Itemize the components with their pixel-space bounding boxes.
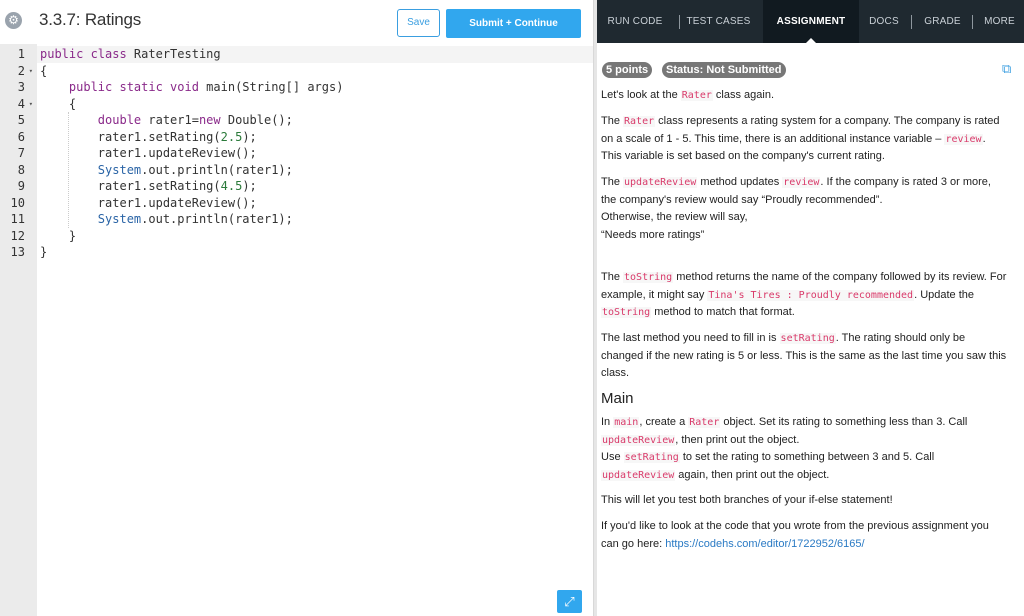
tab-run-code[interactable]: RUN CODE bbox=[607, 16, 663, 27]
inline-code: Tina's Tires : Proudly recommended bbox=[708, 289, 914, 301]
paragraph-update-review: The updateReview method updates review. If the company is rated 3 or more, the company's review would say “Proudly recommended”. Otherwise, the review will say, “Needs more ratings” bbox=[601, 176, 991, 241]
inline-code: review bbox=[783, 177, 820, 188]
line-number-text: 13 bbox=[10, 245, 25, 259]
tab-more[interactable]: MORE bbox=[984, 16, 1015, 27]
paragraph-set-rating: The last method you need to fill in is setRating. The rating should only be changed if the new rating is 5 or less. This is the same as the last time you saw this class. bbox=[601, 332, 1007, 379]
assignment-pane bbox=[597, 0, 1024, 616]
line-number-text: 4 bbox=[17, 96, 25, 111]
line-number bbox=[0, 46, 37, 63]
inline-code: Rater bbox=[624, 116, 655, 127]
inline-code: main bbox=[614, 417, 639, 428]
code-line: { bbox=[40, 63, 48, 78]
editor-header bbox=[0, 0, 593, 44]
inline-code: toString bbox=[624, 272, 673, 283]
line-number-text: 12 bbox=[10, 228, 25, 243]
line-number bbox=[0, 112, 37, 129]
tab-bar bbox=[597, 0, 1024, 43]
line-number-text: 11 bbox=[10, 212, 25, 226]
code-line: rater1.setRating(2.5); bbox=[40, 129, 257, 144]
line-number bbox=[0, 129, 37, 146]
main-heading: Main bbox=[601, 390, 634, 407]
gear-icon[interactable]: ⚙ bbox=[5, 12, 22, 29]
inline-code: Rater bbox=[689, 417, 720, 428]
paragraph-rater-class: The Rater class represents a rating system for a company. The company is rated on a scale of 1 - 5. This time, there is an additional instance variable – review. This variable is set based on the company's current rating. bbox=[601, 115, 1000, 162]
line-number-text: 3 bbox=[17, 80, 25, 94]
submit-continue-button[interactable]: Submit + Continue bbox=[446, 9, 581, 38]
line-number bbox=[0, 211, 37, 228]
line-number-text: 1 bbox=[17, 47, 25, 61]
save-button[interactable]: Save bbox=[397, 9, 440, 37]
points-badge: 5 points bbox=[602, 62, 652, 78]
indent-guide bbox=[68, 112, 69, 228]
inline-code: setRating bbox=[624, 452, 679, 463]
code-line: public class RaterTesting bbox=[40, 47, 221, 61]
code-line: } bbox=[40, 245, 48, 259]
code-line: public static void main(String[] args) bbox=[40, 80, 344, 94]
line-number bbox=[0, 63, 37, 80]
code-line: rater1.setRating(4.5); bbox=[40, 179, 257, 193]
paragraph-main-instructions: In main, create a Rater object. Set its rating to something less than 3. Call updateReview, then print out the object. Use setRating to set the rating to something between 3 and 5. Call updateReview again, then print out the object. bbox=[601, 416, 968, 481]
code-line: rater1.updateReview(); bbox=[40, 146, 257, 160]
previous-assignment-link[interactable]: https://codehs.com/editor/1722952/6165/ bbox=[665, 537, 865, 550]
inline-code: review bbox=[945, 133, 982, 145]
tab-docs[interactable]: DOCS bbox=[869, 16, 899, 27]
page-title: 3.3.7: Ratings bbox=[39, 10, 142, 29]
line-number bbox=[0, 145, 37, 162]
fold-toggle-icon[interactable]: ▾ bbox=[28, 66, 33, 75]
inline-code: updateReview bbox=[602, 434, 675, 446]
line-number-text: 9 bbox=[17, 179, 25, 193]
line-number bbox=[0, 79, 37, 96]
line-number bbox=[0, 195, 37, 212]
line-number-text: 10 bbox=[10, 195, 25, 210]
code-editor[interactable] bbox=[0, 44, 593, 616]
line-number bbox=[0, 244, 37, 261]
line-number bbox=[0, 228, 37, 245]
expand-icon[interactable]: ⤢ bbox=[557, 590, 582, 613]
status-badge: Status: Not Submitted bbox=[662, 62, 786, 78]
inline-code: toString bbox=[602, 307, 651, 318]
inline-code: updateReview bbox=[624, 177, 697, 188]
inline-code: Rater bbox=[681, 90, 712, 101]
fold-toggle-icon[interactable]: ▾ bbox=[28, 99, 33, 108]
tab-test-cases[interactable]: TEST CASES bbox=[686, 16, 751, 27]
assignment-content bbox=[597, 43, 1024, 616]
inline-code: updateReview bbox=[602, 469, 675, 481]
paragraph-tostring: The toString method returns the name of the company followed by its review. For example, it might say Tina's Tires : Proudly recommended. Update the toString method to match that format. bbox=[601, 271, 1007, 318]
line-number bbox=[0, 162, 37, 179]
tab-assignment[interactable]: ASSIGNMENT bbox=[763, 0, 859, 43]
line-number-gutter bbox=[0, 44, 37, 616]
paragraph-intro: Let's look at the Rater class again. bbox=[601, 89, 775, 101]
code-line: } bbox=[40, 228, 77, 243]
code-line: System.out.println(rater1); bbox=[97, 162, 293, 177]
external-link-icon[interactable]: ⧉ bbox=[1002, 61, 1012, 76]
tab-grade[interactable]: GRADE bbox=[924, 16, 961, 27]
line-number-text: 6 bbox=[17, 129, 25, 144]
line-number-text: 5 bbox=[17, 113, 25, 127]
line-number-text: 8 bbox=[17, 162, 25, 177]
tab-separator bbox=[911, 15, 912, 29]
inline-code: setRating bbox=[780, 333, 835, 344]
tab-separator bbox=[972, 15, 973, 29]
line-number bbox=[0, 96, 37, 113]
code-line: rater1.updateReview(); bbox=[40, 195, 257, 210]
paragraph-previous-link: If you'd like to look at the code that you wrote from the previous assignment you can go here: https://codehs.com/editor/1722952/6165/ bbox=[601, 520, 989, 550]
line-number-text: 7 bbox=[17, 146, 25, 160]
code-line: { bbox=[40, 96, 77, 111]
paragraph-test-branches: This will let you test both branches of your if-else statement! bbox=[601, 494, 893, 506]
code-line: System.out.println(rater1); bbox=[97, 212, 293, 226]
line-number-text: 2 bbox=[17, 63, 25, 78]
tab-separator bbox=[679, 15, 680, 29]
line-number bbox=[0, 178, 37, 195]
code-line: double rater1=new Double(); bbox=[40, 113, 293, 127]
